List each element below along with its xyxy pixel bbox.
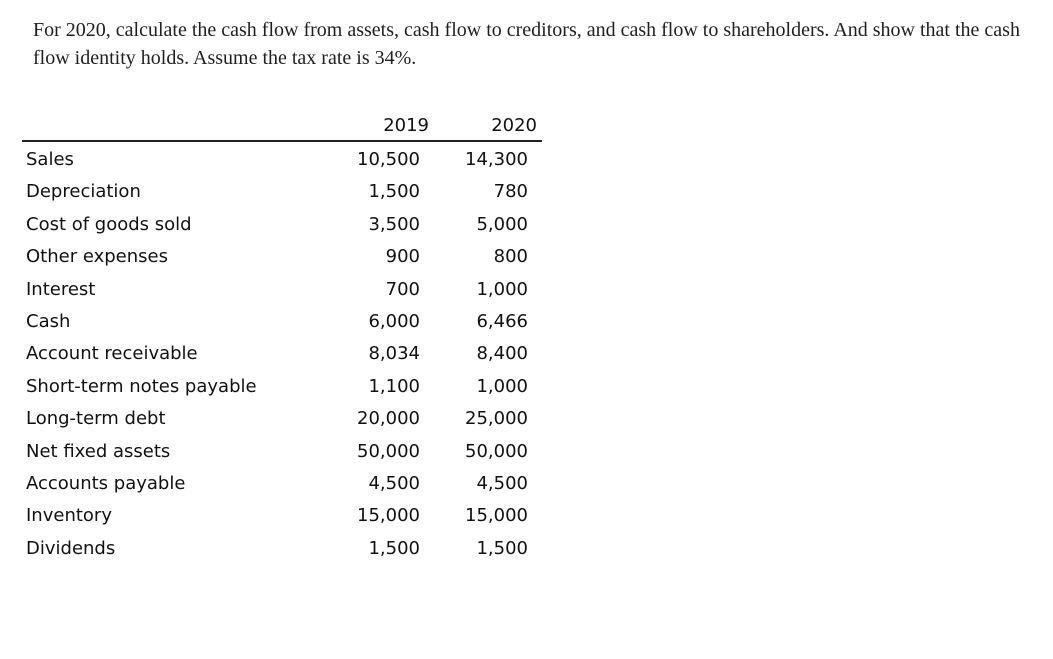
table-body — [22, 144, 542, 565]
value-2020: 1,000 — [476, 278, 528, 300]
value-2019: 6,000 — [368, 310, 420, 332]
value-2020: 5,000 — [476, 213, 528, 235]
table-row — [22, 144, 542, 176]
value-2020: 6,466 — [476, 310, 528, 332]
value-2019: 900 — [385, 246, 420, 268]
value-2019: 20,000 — [357, 408, 420, 430]
row-label: Interest — [26, 278, 96, 300]
value-2020: 1,500 — [476, 537, 528, 559]
value-2020: 1,000 — [476, 375, 528, 397]
question-text: For 2020, calculate the cash flow from assets, cash flow to creditors, and cash flow to shareholders. And show that the cash flow identity holds. Assume the tax rate is 34%. — [33, 19, 1020, 69]
value-2019: 15,000 — [357, 505, 420, 527]
table-row — [22, 176, 542, 208]
value-2019: 4,500 — [368, 472, 420, 494]
table-row — [22, 371, 542, 403]
value-2020: 25,000 — [465, 408, 528, 430]
table-row — [22, 306, 542, 338]
value-2020: 800 — [493, 246, 528, 268]
row-label: Depreciation — [26, 181, 141, 203]
value-2019: 8,034 — [368, 343, 420, 365]
value-2019: 1,500 — [368, 181, 420, 203]
table-row — [22, 338, 542, 370]
value-2020: 8,400 — [476, 343, 528, 365]
row-label: Long-term debt — [26, 408, 166, 430]
table-row — [22, 209, 542, 241]
row-label: Other expenses — [26, 246, 168, 268]
value-2020: 15,000 — [465, 505, 528, 527]
value-2020: 14,300 — [465, 149, 528, 170]
column-header-2019: 2019 — [383, 115, 429, 136]
table-row — [22, 500, 542, 532]
row-label: Cost of goods sold — [26, 213, 192, 235]
table-row — [22, 468, 542, 500]
table-row — [22, 403, 542, 435]
value-2020: 780 — [493, 181, 528, 203]
table-row — [22, 241, 542, 273]
table-row — [22, 436, 542, 468]
row-label: Cash — [26, 310, 71, 332]
value-2020: 4,500 — [476, 472, 528, 494]
column-header-2020: 2020 — [491, 115, 537, 136]
value-2019: 50,000 — [357, 440, 420, 462]
row-label: Sales — [26, 149, 74, 170]
table-row — [22, 533, 542, 565]
row-label: Net fixed assets — [26, 440, 171, 462]
table-header — [22, 111, 542, 142]
value-2019: 1,100 — [368, 375, 420, 397]
table-row — [22, 274, 542, 306]
row-label: Accounts payable — [26, 472, 186, 494]
financial-data-table — [22, 111, 542, 565]
value-2019: 3,500 — [368, 213, 420, 235]
value-2020: 50,000 — [465, 440, 528, 462]
row-label: Short-term notes payable — [26, 375, 257, 397]
row-label: Account receivable — [26, 343, 198, 365]
row-label: Inventory — [26, 505, 112, 527]
value-2019: 1,500 — [368, 537, 420, 559]
row-label: Dividends — [26, 537, 116, 559]
value-2019: 700 — [385, 278, 420, 300]
value-2019: 10,500 — [357, 149, 420, 170]
